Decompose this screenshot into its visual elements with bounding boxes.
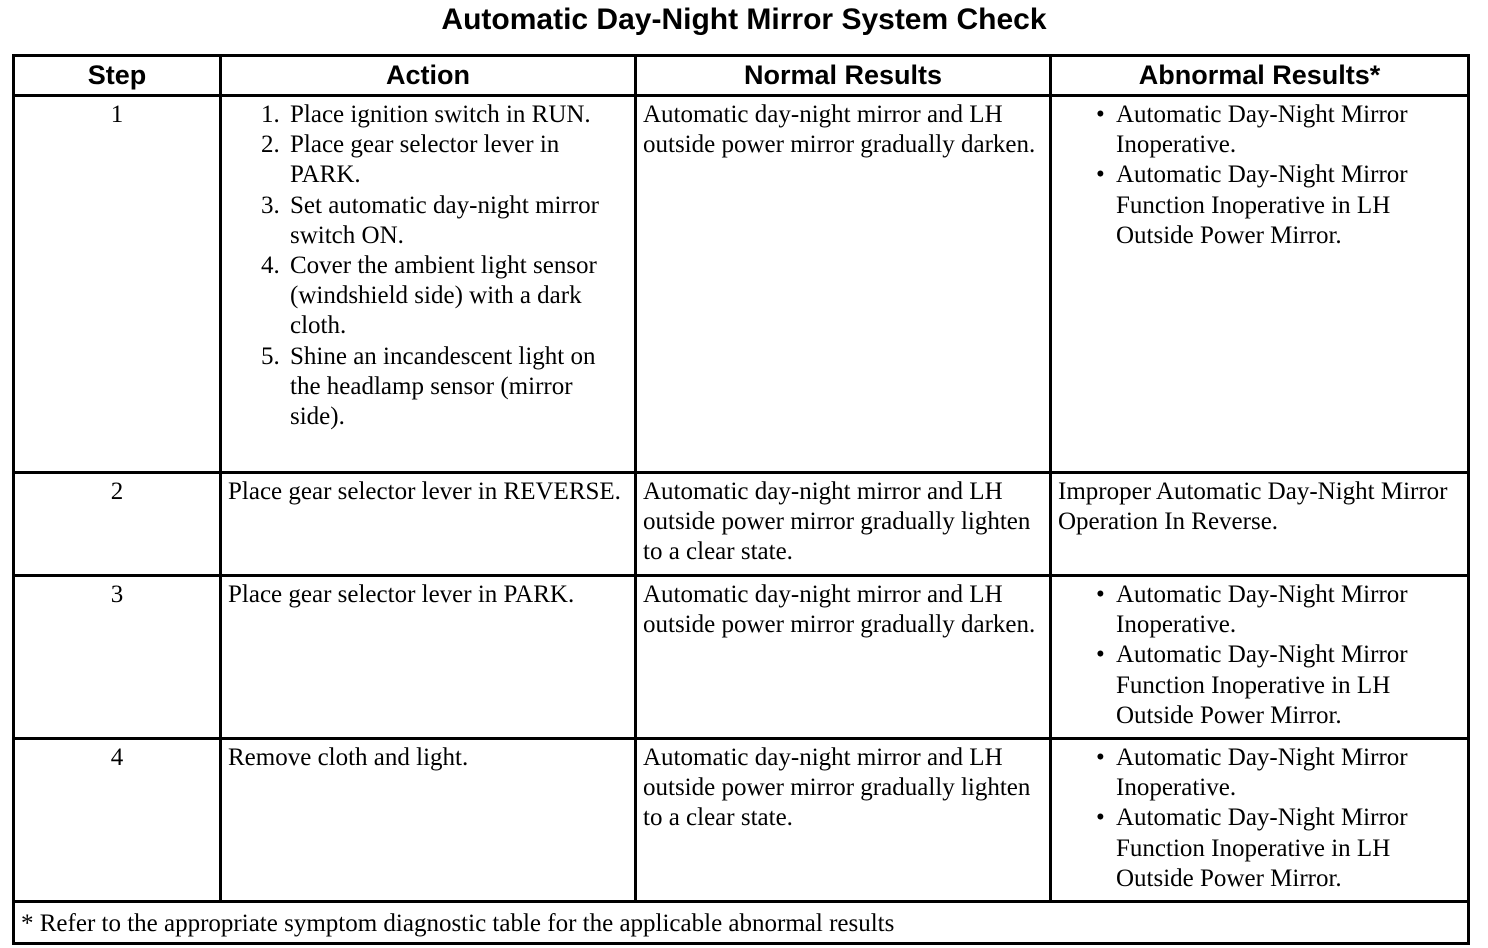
step-number: 2 (14, 473, 221, 576)
normal-results-cell: Automatic day-night mirror and LH outside power mirror gradually lighten to a clear state. (636, 739, 1051, 902)
abnormal-result-item: • Automatic Day-Night Mirror Function Inoperative in LH Outside Power Mirror. (1116, 803, 1461, 894)
column-header-normal-results: Normal Results (636, 56, 1051, 96)
step-number: 3 (14, 576, 221, 739)
abnormal-results-list (1058, 580, 1461, 731)
step-number: 1 (14, 96, 221, 473)
action-step: 3. Set automatic day-night mirror switch ON. (286, 191, 628, 251)
abnormal-results-cell (1051, 576, 1469, 739)
abnormal-results-cell: Improper Automatic Day-Night Mirror Operation In Reverse. (1051, 473, 1469, 576)
table-row (14, 576, 1469, 739)
action-steps-list (228, 100, 628, 432)
table-row (14, 739, 1469, 902)
action-cell: Remove cloth and light. (221, 739, 636, 902)
normal-results-cell: Automatic day-night mirror and LH outside power mirror gradually lighten to a clear state. (636, 473, 1051, 576)
action-step: 1. Place ignition switch in RUN. (286, 100, 628, 130)
abnormal-results-cell (1051, 96, 1469, 473)
step-number: 4 (14, 739, 221, 902)
footnote: * Refer to the appropriate symptom diagnostic table for the applicable abnormal results (14, 902, 1469, 944)
column-header-abnormal-results: Abnormal Results* (1051, 56, 1469, 96)
action-step: 4. Cover the ambient light sensor (windshield side) with a dark cloth. (286, 251, 628, 342)
abnormal-results-cell (1051, 739, 1469, 902)
page-title: Automatic Day-Night Mirror System Check (441, 3, 1047, 36)
column-header-step: Step (14, 56, 221, 96)
table-header-row (14, 56, 1469, 96)
action-cell: Place gear selector lever in PARK. (221, 576, 636, 739)
normal-results-cell: Automatic day-night mirror and LH outside power mirror gradually darken. (636, 96, 1051, 473)
abnormal-result-item: • Automatic Day-Night Mirror Function Inoperative in LH Outside Power Mirror. (1116, 160, 1461, 251)
action-cell: Place gear selector lever in REVERSE. (221, 473, 636, 576)
action-step: 2. Place gear selector lever in PARK. (286, 130, 628, 190)
abnormal-result-item: • Automatic Day-Night Mirror Inoperative. (1116, 100, 1461, 160)
column-header-action: Action (221, 56, 636, 96)
abnormal-results-list (1058, 743, 1461, 894)
action-step: 5. Shine an incandescent light on the headlamp sensor (mirror side). (286, 342, 628, 433)
normal-results-cell: Automatic day-night mirror and LH outside power mirror gradually darken. (636, 576, 1051, 739)
system-check-table (12, 54, 1470, 945)
footnote-row (14, 902, 1469, 944)
abnormal-result-item: • Automatic Day-Night Mirror Inoperative. (1116, 580, 1461, 640)
action-cell (221, 96, 636, 473)
table-row (14, 96, 1469, 473)
abnormal-result-item: • Automatic Day-Night Mirror Function Inoperative in LH Outside Power Mirror. (1116, 640, 1461, 731)
table-row (14, 473, 1469, 576)
abnormal-result-item: • Automatic Day-Night Mirror Inoperative. (1116, 743, 1461, 803)
abnormal-results-list (1058, 100, 1461, 251)
